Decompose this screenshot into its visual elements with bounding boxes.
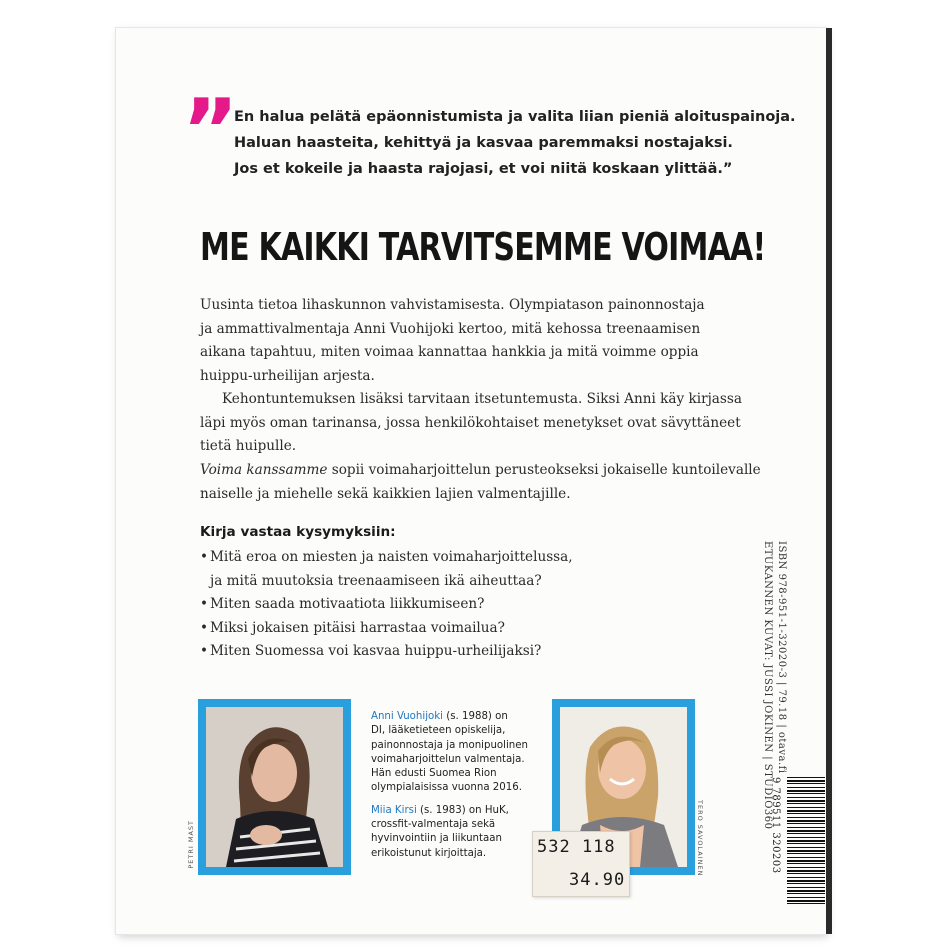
- quote-line: En halua pelätä epäonnistumista ja valita liian pieniä aloituspainoja.: [234, 109, 796, 125]
- questions-list: [200, 546, 573, 664]
- text-line: ja ammattivalmentaja Anni Vuohijoki kertoo, mitä kehossa treenaamisen: [200, 320, 701, 337]
- spacer: [371, 796, 541, 804]
- bio-line: hyvinvointiin ja liikuntaan: [371, 833, 502, 845]
- list-item: [200, 640, 573, 664]
- list-item-text: Miten saada motivaatiota liikkumiseen?: [210, 596, 485, 612]
- text-span: sopii voimaharjoittelun perusteokseksi jokaiselle kuntoilevalle: [327, 462, 761, 478]
- author-name: Miia Kirsi: [371, 804, 417, 816]
- quote-mark-icon: ”: [182, 81, 239, 181]
- bio-line: crossfit-valmentaja sekä: [371, 819, 496, 831]
- text-line: Kehontuntemuksen lisäksi tarvitaan itsetuntemusta. Siksi Anni käy kirjassa: [222, 391, 742, 407]
- isbn-line: ISBN 978-951-1-32020-3 | 79.18 | otava.fi: [776, 541, 787, 774]
- book-spine-edge: [826, 28, 832, 934]
- text-line: läpi myös oman tarinansa, jossa henkilökohtaiset menetykset ovat sävyttäneet: [200, 414, 741, 431]
- bio-text: (s. 1988) on: [443, 711, 508, 722]
- questions-heading: Kirja vastaa kysymyksiin:: [200, 524, 396, 540]
- headline: ME KAIKKI TARVITSEMME VOIMAA!: [200, 225, 766, 269]
- bio-line: [371, 804, 541, 818]
- bio-line: Hän edusti Suomea Rion: [371, 768, 497, 780]
- price-code: 532 118: [537, 837, 616, 857]
- pull-quote: [234, 104, 796, 182]
- author-name: Anni Vuohijoki: [371, 711, 443, 722]
- barcode-number: 9 789511 320203: [770, 777, 781, 874]
- bullet-icon: •: [200, 643, 209, 659]
- book-title-italic: Voima kanssamme: [200, 462, 328, 478]
- bullet-icon: •: [200, 549, 209, 565]
- bio-text: (s. 1983) on HuK,: [416, 804, 509, 816]
- list-item: [200, 617, 573, 641]
- photo-credit: PETRI MAST: [187, 820, 195, 869]
- price-value: 34.90: [569, 870, 626, 890]
- list-item-continuation: ja mitä muutoksia treenaamiseen ikä aiheuttaa?: [210, 572, 542, 589]
- bio-line: painonnostaja ja monipuolinen: [371, 739, 528, 751]
- bio-line: voimaharjoittelun valmentaja.: [371, 753, 525, 765]
- description-paragraph-1: [200, 294, 760, 459]
- bullet-icon: •: [200, 596, 209, 612]
- list-item-text: Mitä eroa on miesten ja naisten voimaharjoittelussa,: [210, 549, 573, 565]
- quote-line: Haluan haasteita, kehittyä ja kasvaa paremmaksi nostajaksi.: [234, 135, 733, 151]
- text-line: Uusinta tietoa lihaskunnon vahvistamisesta. Olympiatason painonnostaja: [200, 297, 705, 313]
- text-line: tietä huipulle.: [200, 438, 297, 454]
- list-item: [200, 546, 573, 570]
- quote-line: Jos et kokeile ja haasta rajojasi, et voi niitä koskaan ylittää.”: [234, 161, 733, 177]
- author-bios: [371, 710, 541, 861]
- text-line: [200, 459, 760, 483]
- list-item-text: Miksi jokaisen pitäisi harrastaa voimailua?: [210, 619, 505, 636]
- text-line: naiselle ja miehelle sekä kaikkien lajien valmentajille.: [200, 485, 571, 502]
- bio-line: erikoistunut kirjoittaja.: [371, 847, 487, 859]
- description-paragraph-2: [200, 459, 760, 506]
- text-line: aikana tapahtuu, miten voimaa kannattaa hankkia ja mitä voimme oppia: [200, 344, 699, 360]
- author-photo-anni: [198, 699, 351, 875]
- barcode-icon: [787, 777, 825, 907]
- cover-credit-line: ETUKANNEN KUVAT: JUSSI JOKINEN | STUDIO360: [762, 541, 773, 830]
- text-line: huippu-urheilijan arjesta.: [200, 367, 375, 384]
- list-item: [200, 593, 573, 617]
- bio-line: olympialaisissa vuonna 2016.: [371, 782, 522, 794]
- bio-line: [371, 710, 541, 724]
- portrait-illustration: [206, 707, 343, 867]
- photo-image: [206, 707, 343, 867]
- price-sticker: [532, 831, 630, 897]
- bio-line: DI, lääketieteen opiskelija,: [371, 725, 506, 737]
- photo-credit: TERO SAVOLAINEN: [696, 800, 704, 877]
- list-item-text: Miten Suomessa voi kasvaa huippu-urheilijaksi?: [210, 643, 542, 659]
- bullet-icon: •: [200, 619, 209, 636]
